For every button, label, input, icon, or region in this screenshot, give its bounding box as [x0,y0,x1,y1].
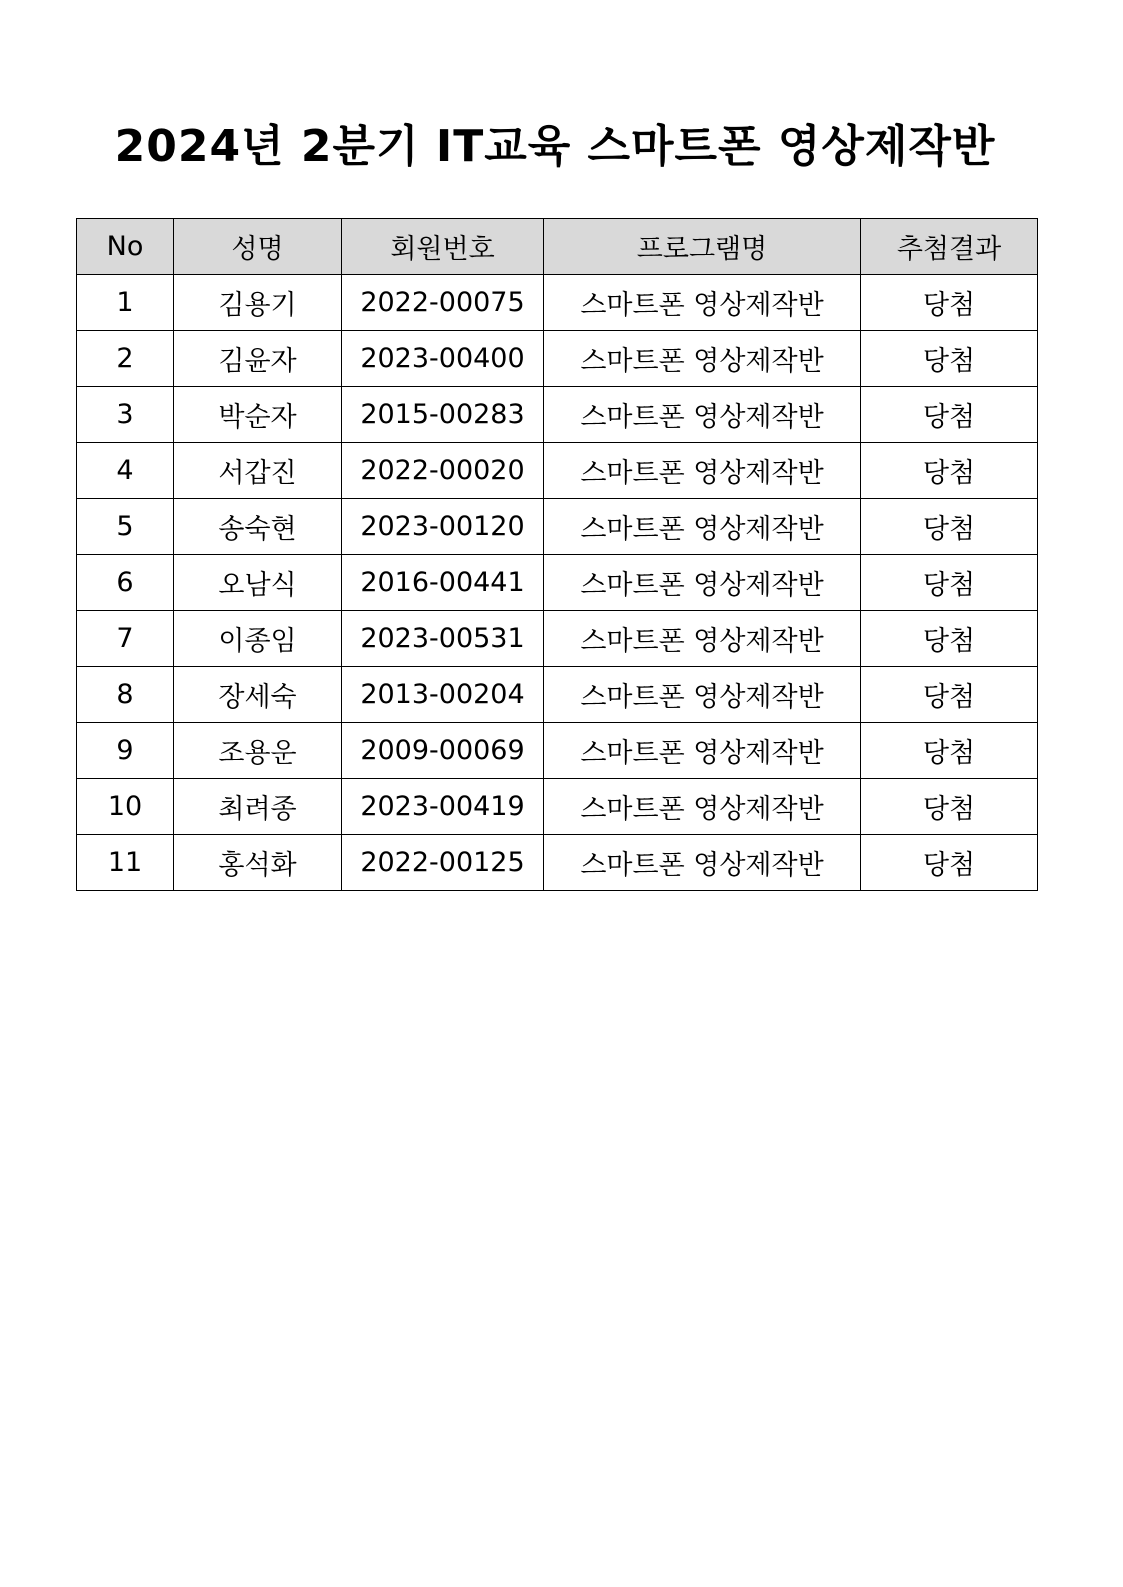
cell-program: 스마트폰 영상제작반 [544,275,861,331]
cell-program: 스마트폰 영상제작반 [544,499,861,555]
cell-result: 당첨 [861,275,1038,331]
cell-member-id: 2023-00120 [342,499,544,555]
table-row [77,667,1038,723]
cell-program: 스마트폰 영상제작반 [544,723,861,779]
cell-no: 10 [77,779,174,835]
cell-name: 홍석화 [174,835,342,891]
cell-member-id: 2009-00069 [342,723,544,779]
table-header-row [77,219,1038,275]
cell-name: 이종임 [174,611,342,667]
cell-member-id: 2016-00441 [342,555,544,611]
lottery-result-table [76,218,1038,891]
table-row [77,331,1038,387]
cell-name: 최려종 [174,779,342,835]
header-no: No [77,219,174,275]
header-member-id: 회원번호 [342,219,544,275]
cell-name: 김용기 [174,275,342,331]
cell-member-id: 2022-00125 [342,835,544,891]
cell-name: 김윤자 [174,331,342,387]
cell-no: 3 [77,387,174,443]
cell-program: 스마트폰 영상제작반 [544,555,861,611]
cell-result: 당첨 [861,835,1038,891]
cell-name: 박순자 [174,387,342,443]
cell-name: 서갑진 [174,443,342,499]
header-result: 추첨결과 [861,219,1038,275]
cell-result: 당첨 [861,667,1038,723]
cell-name: 오남식 [174,555,342,611]
header-name: 성명 [174,219,342,275]
cell-program: 스마트폰 영상제작반 [544,443,861,499]
cell-no: 7 [77,611,174,667]
cell-result: 당첨 [861,443,1038,499]
cell-member-id: 2022-00020 [342,443,544,499]
cell-result: 당첨 [861,555,1038,611]
cell-member-id: 2022-00075 [342,275,544,331]
cell-no: 1 [77,275,174,331]
cell-program: 스마트폰 영상제작반 [544,835,861,891]
table-row [77,499,1038,555]
table-row [77,555,1038,611]
cell-member-id: 2013-00204 [342,667,544,723]
cell-name: 조용운 [174,723,342,779]
cell-program: 스마트폰 영상제작반 [544,667,861,723]
table-row [77,723,1038,779]
table-row [77,611,1038,667]
cell-member-id: 2023-00400 [342,331,544,387]
table-row [77,275,1038,331]
cell-member-id: 2015-00283 [342,387,544,443]
cell-no: 11 [77,835,174,891]
cell-program: 스마트폰 영상제작반 [544,331,861,387]
cell-no: 8 [77,667,174,723]
cell-result: 당첨 [861,331,1038,387]
cell-name: 송숙현 [174,499,342,555]
cell-result: 당첨 [861,779,1038,835]
cell-name: 장세숙 [174,667,342,723]
cell-result: 당첨 [861,499,1038,555]
cell-member-id: 2023-00531 [342,611,544,667]
cell-no: 6 [77,555,174,611]
cell-program: 스마트폰 영상제작반 [544,611,861,667]
cell-no: 2 [77,331,174,387]
table-row [77,835,1038,891]
cell-result: 당첨 [861,723,1038,779]
header-program: 프로그램명 [544,219,861,275]
cell-result: 당첨 [861,611,1038,667]
table-row [77,387,1038,443]
page-title: 2024년 2분기 IT교육 스마트폰 영상제작반 [114,121,996,173]
cell-program: 스마트폰 영상제작반 [544,387,861,443]
cell-no: 5 [77,499,174,555]
cell-member-id: 2023-00419 [342,779,544,835]
cell-result: 당첨 [861,387,1038,443]
cell-no: 4 [77,443,174,499]
cell-no: 9 [77,723,174,779]
cell-program: 스마트폰 영상제작반 [544,779,861,835]
table-row [77,779,1038,835]
table-row [77,443,1038,499]
